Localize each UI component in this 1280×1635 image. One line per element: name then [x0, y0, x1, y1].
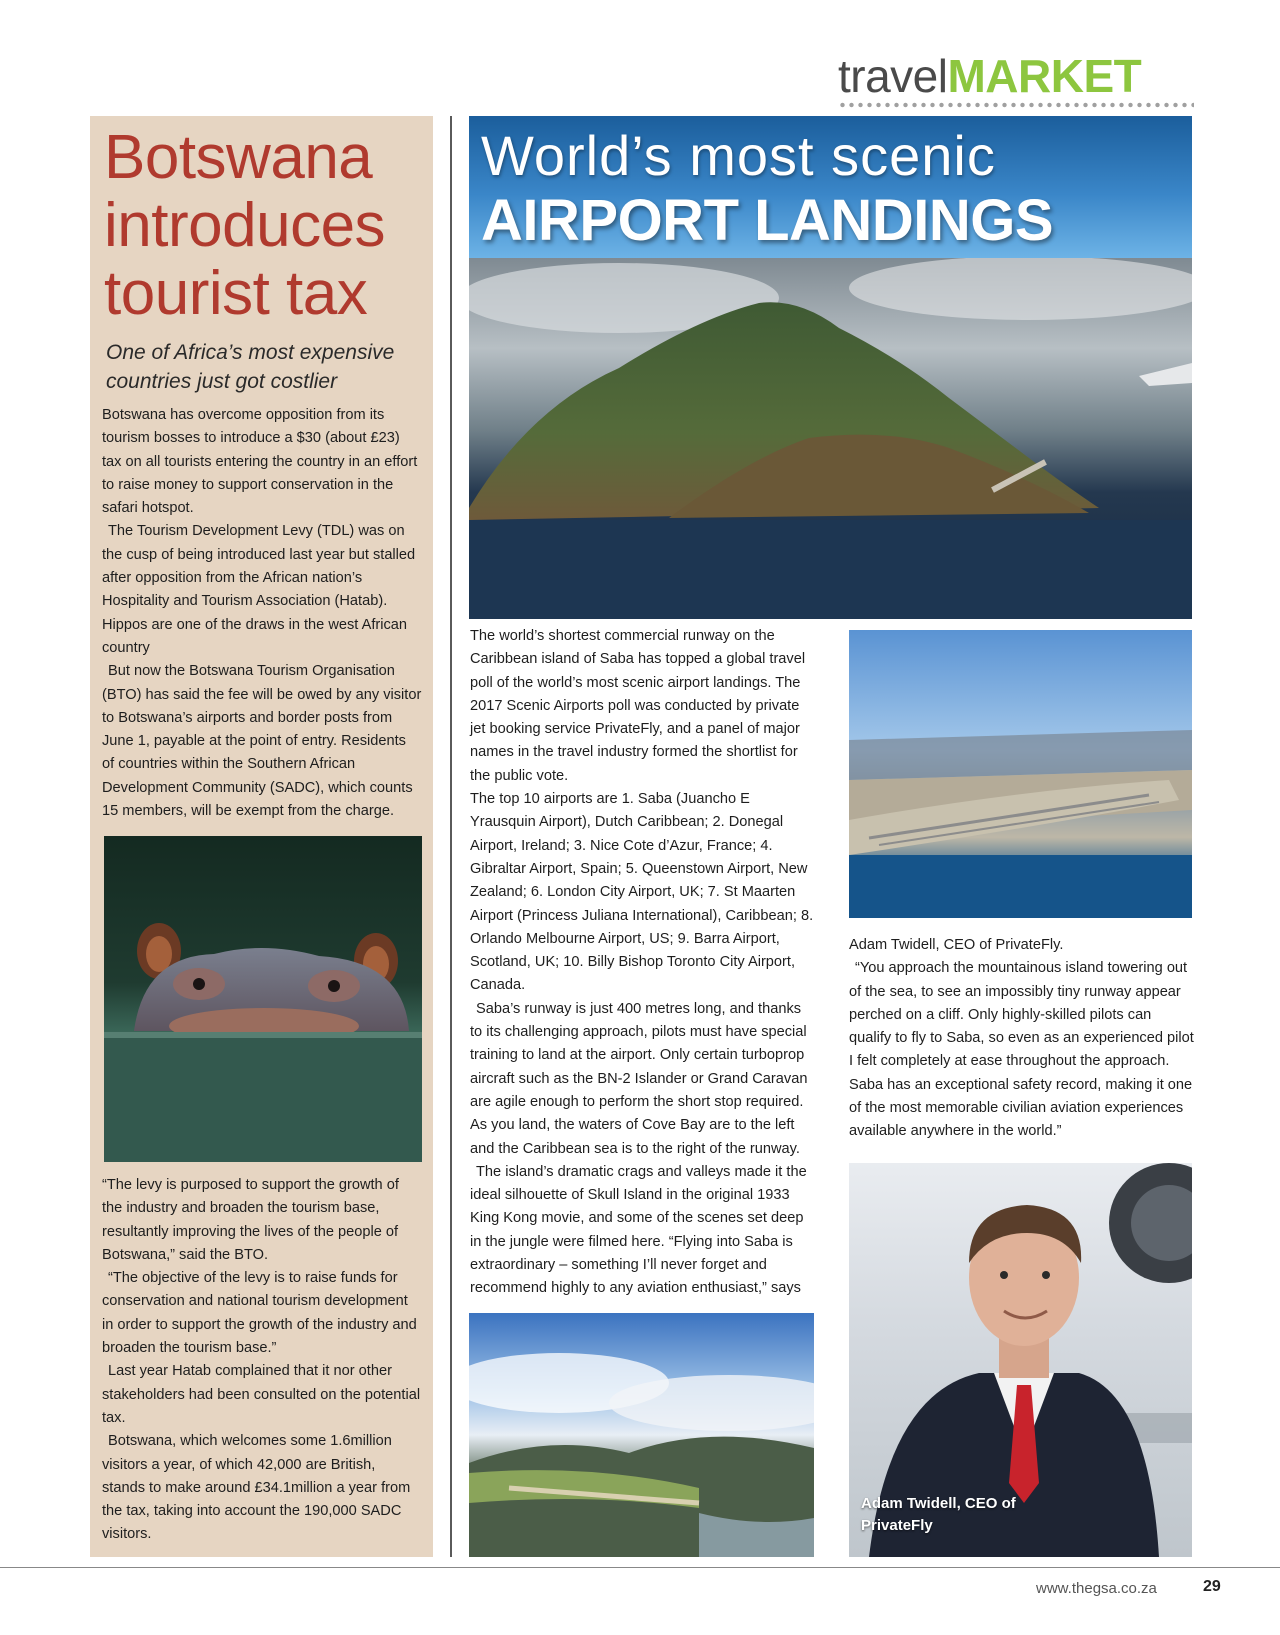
feature-banner: [469, 116, 1192, 258]
feature-paragraph: The top 10 airports are 1. Saba (Juancho E Yrausquin Airport), Dutch Caribbean; 2. Donegal Airport, Ireland; 3. Nice Cote d’Azur, France; 4. Gibraltar Airport, Spain; 5. Queenstown Airport, New Zealand; 6. London City Airport, UK; 7. St Maarten Airport (Princess Juliana International), Caribbean; 8. Orlando Melbourne Airport, US; 9. Barra Airport, Scotland, UK; 10. Billy Bishop Toronto City Airport, Canada.: [470, 791, 814, 994]
photo-caption: Adam Twidell, CEO of PrivateFly: [861, 1495, 1016, 1534]
queenstown-illustration: [469, 1313, 814, 1557]
feature-title-line1: World’s most scenic: [481, 124, 996, 187]
brand-market: MARKET: [947, 50, 1142, 102]
hippo-illustration: [104, 836, 422, 1162]
sidebar-paragraph: The Tourism Development Levy (TDL) was on the cusp of being introduced last year but stalled after opposition from the African nation’s Hospitality and Tourism Association (Hatab). Hippos are one of the draws in the west African country: [102, 523, 416, 656]
feature-paragraph: “You approach the mountainous island towering out of the sea, to see an impossibly tiny runway appear perched on a cliff. Only highly-skilled pilots can qualify to fly to Saba, so even as an experienced pilot I felt completely at ease throughout the approach. Saba has an exceptional safety record, making it one of the most memorable civilian aviation experiences available anywhere in the world.”: [849, 960, 1194, 1140]
feature-paragraph: Saba’s runway is just 400 metres long, and thanks to its challenging approach, pilots must have special training to land at the airport. Only certain turboprop aircraft such as the BN-2 Islander or Grand Caravan are agile enough to perform the short stop required. As you land, the waters of Cove Bay are to the left and the Caribbean sea is to the right of the runway.: [470, 1000, 808, 1157]
sidebar-paragraph: Botswana has overcome opposition from its tourism bosses to introduce a $30 (about £23) tax on all tourists entering the country in an effort to raise money to support conservation in the safari hotspot.: [102, 407, 418, 517]
sidebar-paragraph: Botswana, which welcomes some 1.6million visitors a year, of which 42,000 are British, stands to make around £34.1million a year from the tax, taking into account the 190,000 SADC visitors.: [102, 1433, 411, 1543]
sidebar-paragraph: Last year Hatab complained that it nor other stakeholders had been consulted on the potential tax.: [102, 1363, 421, 1426]
sidebar-body-top: [102, 404, 422, 823]
masthead-brand: [838, 52, 1194, 100]
brand-travel: travel: [838, 50, 948, 102]
masthead: [838, 52, 1194, 108]
feature-paragraph: The island’s dramatic crags and valleys made it the ideal silhouette of Skull Island in the original 1933 King Kong movie, and some of the scenes set deep in the jungle were filmed here. “Flying into Saba is extraordinary – something I’ll never forget and recommend highly to any aviation enthusiast,” says: [470, 1163, 807, 1297]
saba-island-photo: [469, 258, 1192, 619]
feature-paragraph: Adam Twidell, CEO of PrivateFly.: [849, 937, 1064, 953]
feature-column-middle: [470, 625, 815, 1301]
feature-column-right: [849, 934, 1194, 1144]
sidebar-article: [90, 116, 433, 1557]
column-divider: [450, 116, 452, 1557]
footer-rule: [0, 1567, 1280, 1568]
hippo-photo: [104, 836, 422, 1162]
feature-paragraph: The world’s shortest commercial runway on the Caribbean island of Saba has topped a global travel poll of the world’s most scenic airport landings. The 2017 Scenic Airports poll was conducted by private jet booking service PrivateFly, and a panel of major names in the travel industry formed the shortlist for the public vote.: [470, 628, 806, 784]
queenstown-airport-photo: [469, 1313, 814, 1557]
sidebar-headline: Botswana introduces tourist tax: [104, 123, 386, 328]
sidebar-standfirst: One of Africa’s most expensive countries just got costlier: [106, 341, 395, 393]
masthead-dotted-rule: [838, 102, 1194, 108]
sidebar-paragraph: “The levy is purposed to support the growth of the industry and broaden the tourism base, resultantly improving the lives of the people of Botswana,” said the BTO.: [102, 1177, 399, 1263]
sidebar-paragraph: But now the Botswana Tourism Organisation (BTO) has said the fee will be owed by any visitor to Botswana’s airports and border posts from June 1, payable at the point of entry. Residents of countries within the Southern African Development Community (SADC), which counts 15 members, will be exempt from the charge.: [102, 663, 422, 820]
nice-airport-photo: [849, 630, 1192, 918]
feature-title-line2: AIRPORT LANDINGS: [481, 188, 1053, 253]
adam-twidell-photo: [849, 1163, 1192, 1557]
page-number: 29: [1203, 1578, 1221, 1595]
footer-url[interactable]: www.thegsa.co.za: [1036, 1580, 1157, 1597]
sidebar-paragraph: “The objective of the levy is to raise funds for conservation and national tourism development in order to support the growth of the industry and broaden the tourism base.”: [102, 1270, 417, 1357]
sidebar-body-bottom: [102, 1174, 422, 1547]
saba-illustration: [469, 258, 1192, 619]
nice-airport-illustration: [849, 630, 1192, 918]
